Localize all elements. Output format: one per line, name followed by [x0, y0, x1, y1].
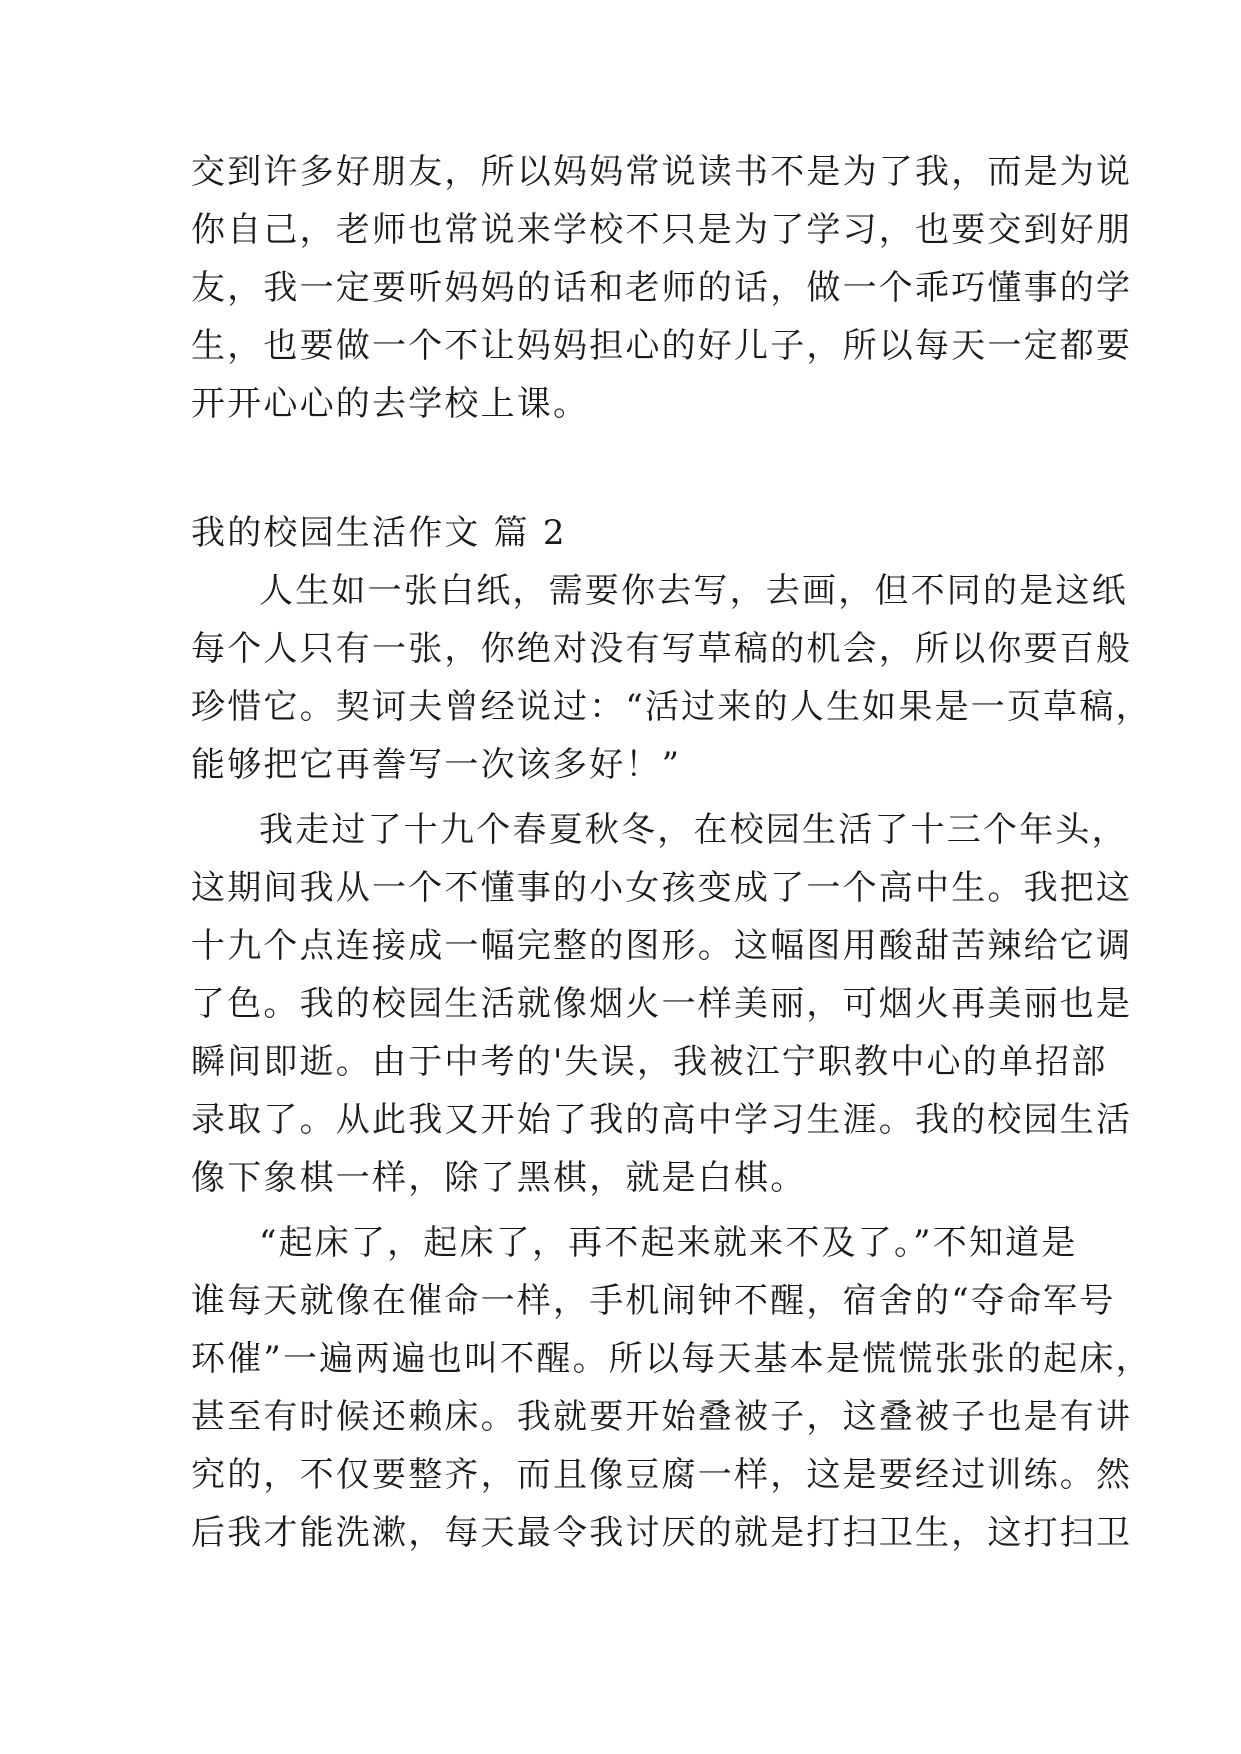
- text-line: 生，也要做一个不让妈妈担心的好儿子，所以每天一定都要: [191, 326, 1133, 366]
- text-line: 谁每天就像在催命一样，手机闹钟不醒，宿舍的“夺命军号: [191, 1281, 1116, 1321]
- text-line: 你自己，老师也常说来学校不只是为了学习，也要交到好朋: [191, 210, 1133, 250]
- text-line: 像下象棋一样，除了黑棋，就是白棋。: [191, 1158, 807, 1198]
- text-line: 珍惜它。契诃夫曾经说过：“活过来的人生如果是一页草稿，: [191, 687, 1152, 727]
- text-line: 了色。我的校园生活就像烟火一样美丽，可烟火再美丽也是: [191, 984, 1133, 1024]
- section-heading: 我的校园生活作文 篇 2: [191, 513, 567, 553]
- text-line: 甚至有时候还赖床。我就要开始叠被子，这叠被子也是有讲: [191, 1397, 1133, 1437]
- text-line: 十九个点连接成一幅完整的图形。这幅图用酸甜苦辣给它调: [191, 926, 1133, 966]
- text-line: 录取了。从此我又开始了我的高中学习生涯。我的校园生活: [191, 1100, 1133, 1140]
- text-line: 瞬间即逝。由于中考的'失误，我被江宁职教中心的单招部: [191, 1042, 1108, 1082]
- text-line: 每个人只有一张，你绝对没有写草稿的机会，所以你要百般: [191, 629, 1133, 669]
- text-line: 究的，不仅要整齐，而且像豆腐一样，这是要经过训练。然: [191, 1455, 1133, 1495]
- text-line: 这期间我从一个不懂事的小女孩变成了一个高中生。我把这: [191, 868, 1133, 908]
- text-line: 能够把它再誊写一次该多好！”: [191, 745, 682, 785]
- text-line: “起床了，起床了，再不起来就来不及了。”不知道是: [259, 1223, 1078, 1263]
- text-line: 环催”一遍两遍也叫不醒。所以每天基本是慌慌张张的起床，: [191, 1339, 1152, 1379]
- text-line: 后我才能洗漱，每天最令我讨厌的就是打扫卫生，这打扫卫: [191, 1513, 1133, 1553]
- text-line: 人生如一张白纸，需要你去写，去画，但不同的是这纸: [259, 571, 1128, 611]
- text-line: 交到许多好朋友，所以妈妈常说读书不是为了我，而是为说: [191, 152, 1133, 192]
- text-line: 开开心心的去学校上课。: [191, 384, 590, 424]
- text-line: 友，我一定要听妈妈的话和老师的话，做一个乖巧懂事的学: [191, 268, 1133, 308]
- text-line: 我走过了十九个春夏秋冬，在校园生活了十三个年头，: [259, 810, 1128, 850]
